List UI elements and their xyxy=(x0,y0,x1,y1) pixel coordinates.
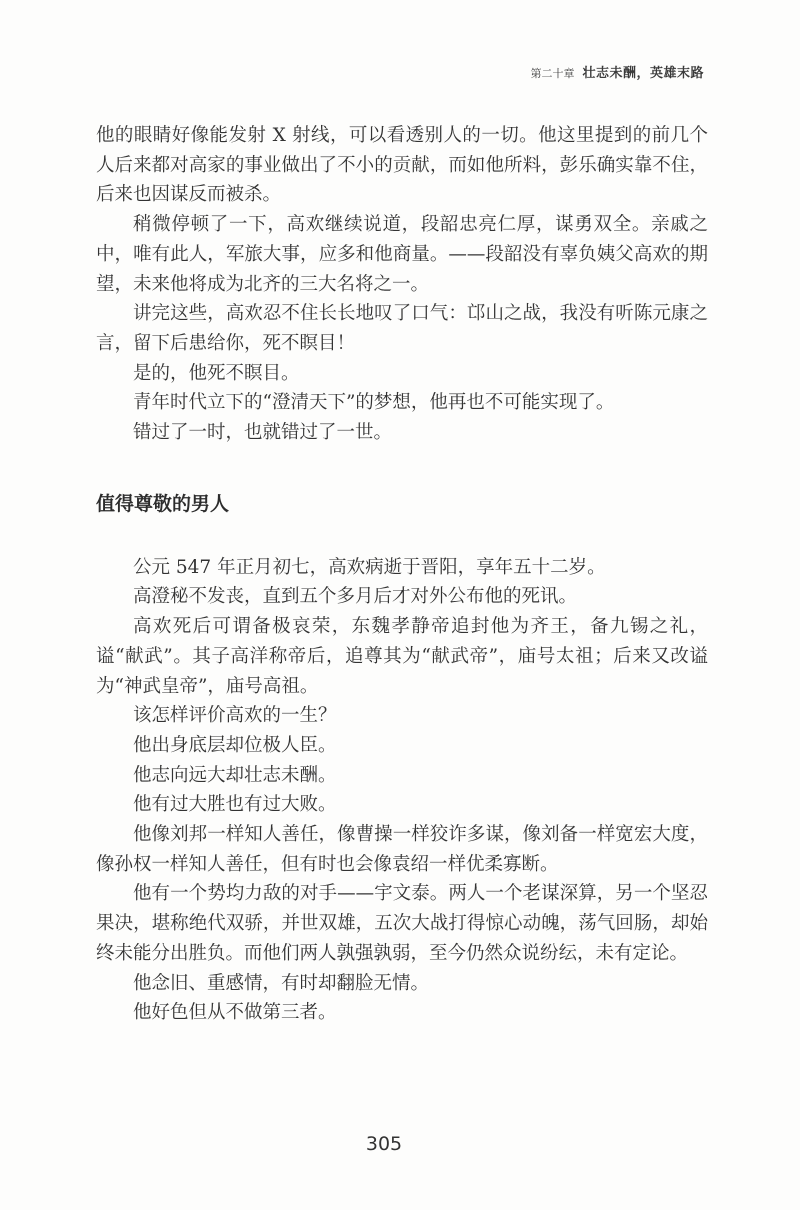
paragraph: 公元 547 年正月初七，高欢病逝于晋阳，享年五十二岁。 xyxy=(133,556,606,578)
paragraph: 他的眼睛好像能发射 X 射线，可以看透别人的一切。他这里提到的前几个人后来都对高家的事业做出了不小的贡献，而如他所料，彭乐确实靠不住，后来也因谋反而被杀。 xyxy=(96,125,708,206)
paragraph: 青年时代立下的“澄清天下”的梦想，他再也不可能实现了。 xyxy=(133,392,615,414)
paragraph: 错过了一时，也就错过了一世。 xyxy=(133,422,393,444)
paragraph: 高欢死后可谓备极哀荣，东魏孝静帝追封他为齐王，备九锡之礼，谥“献武”。其子高洋称帝后，追尊其为“献武帝”，庙号太祖；后来又改谥为“神武皇帝”，庙号高祖。 xyxy=(96,616,708,697)
paragraph: 是的，他死不瞑目。 xyxy=(133,362,300,384)
body-text xyxy=(96,121,708,1028)
page-number: 305 xyxy=(365,1133,403,1155)
paragraph: 他志向远大却壮志未酬。 xyxy=(133,764,337,786)
paragraph: 他念旧、重感情，有时却翻脸无情。 xyxy=(133,972,430,994)
paragraph: 该怎样评价高欢的一生？ xyxy=(133,705,337,727)
paragraph: 讲完这些，高欢忍不住长长地叹了口气：邙山之战，我没有听陈元康之言，留下后患给你，死不瞑目！ xyxy=(96,303,708,354)
running-header xyxy=(530,62,704,81)
paragraph: 他像刘邦一样知人善任，像曹操一样狡诈多谋，像刘备一样宽宏大度，像孙权一样知人善任，但有时也会像袁绍一样优柔寡断。 xyxy=(96,824,708,875)
paragraph: 稍微停顿了一下，高欢继续说道，段韶忠亮仁厚，谋勇双全。亲戚之中，唯有此人，军旅大事，应多和他商量。——段韶没有辜负姨父高欢的期望，未来他将成为北齐的三大名将之一。 xyxy=(96,214,708,295)
chapter-number: 第二十章 xyxy=(530,67,575,80)
paragraph: 他有过大胜也有过大败。 xyxy=(133,794,337,816)
section-heading: 值得尊敬的男人 xyxy=(96,492,230,515)
paragraph: 他好色但从不做第三者。 xyxy=(133,1002,337,1024)
paragraph: 他有一个势均力敌的对手——宇文泰。两人一个老谋深算，另一个坚忍果决，堪称绝代双骄，并世双雄，五次大战打得惊心动魄，荡气回肠，却始终未能分出胜负。而他们两人孰强孰弱，至今仍然众说纷纭，未有定论。 xyxy=(96,883,708,964)
chapter-title: 壮志未酬，英雄末路 xyxy=(582,66,704,81)
paragraph: 高澄秘不发丧，直到五个多月后才对外公布他的死讯。 xyxy=(133,586,578,608)
paragraph: 他出身底层却位极人臣。 xyxy=(133,734,337,756)
